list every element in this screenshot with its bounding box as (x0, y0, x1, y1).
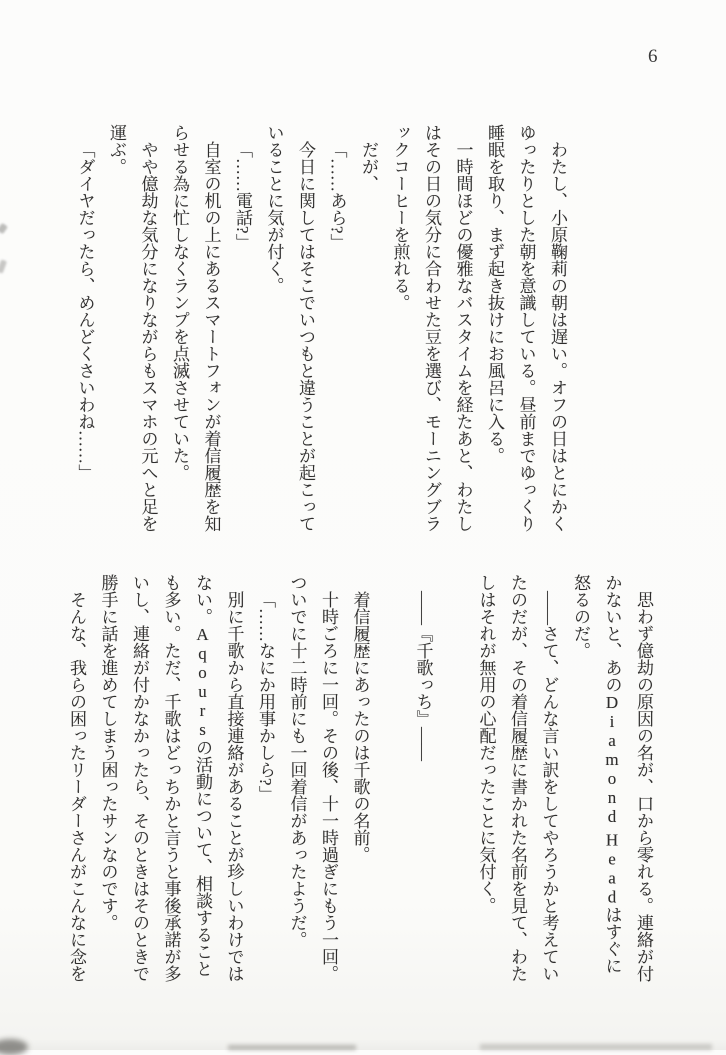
scan-artifact-bottom-blob (0, 1039, 28, 1055)
narration-paragraph: 着信履歴にあったのは千歌の名前。 (350, 591, 370, 863)
upper-text-block (69, 124, 573, 534)
dialogue-line: 「ダイヤだったら、めんどくさいわね……」 (75, 141, 95, 481)
narration-paragraph: 自室の机の上にあるスマートフォンが着信履歴を知らせる為に忙しなくランプを点滅させていた。 (170, 124, 221, 532)
page-number: 6 (648, 46, 659, 67)
narration-paragraph: わたし、小原鞠莉の朝は遅い。オフの日はとにかくゆったりとした朝を意識している。昼前までゆっくり睡眠を取り、まず起き抜けにお風呂に入る。 (485, 124, 567, 532)
dialogue-line: 「……電話?」 (233, 141, 252, 251)
dialogue-line: 「……あら?」 (327, 141, 347, 251)
narration-paragraph: 一時間ほどの優雅なバスタイムを経たあと、わたしはその日の気分に合わせた豆を選び、モーニングブラックコーヒーを煎れる。 (390, 124, 473, 532)
upright-latin-text: Aqours (193, 625, 212, 739)
narration-paragraph: 別に千歌から直接連絡があることが珍しいわけではない。Aqoursの活動について、相談することも多い。ただ、千歌はどっちかと言うと事後承諾が多いし、連絡が付かなかったら、そのときはそのときで勝手に話を進めてしまう困ったサンなのです。 (98, 574, 244, 982)
scan-artifact-left-mark (0, 223, 8, 234)
narration-paragraph: 思わず億劫の原因の名が、口から零れる。連絡が付かないと、あのDiamond Headはすぐに怒るのだ。 (571, 574, 653, 982)
narration-paragraph: やや億劫な気分になりながらもスマホの元へと足を運ぶ。 (107, 124, 158, 532)
scan-artifact-bottom-streak (480, 1044, 712, 1050)
dialogue-line: 「……なにか用事かしら?」 (256, 591, 275, 803)
upright-latin-text: Head (602, 830, 622, 907)
lower-text-block (61, 574, 660, 986)
narration-paragraph: ――さて、どんな言い訳をしてやろうかと考えていたのだが、その着信履歴に書かれた名前を見て、わたしはそれが無用の心配だったことに気付く。 (476, 574, 559, 982)
upright-latin-text: Diamond (602, 693, 622, 826)
narration-paragraph: 今日に関してはそこでいつもと違うことが起こっていることに気が付く。 (264, 124, 315, 532)
narration-paragraph: そんな、我らの困ったリーダーさんがこんなに念を (67, 591, 86, 982)
narration-paragraph: 十時ごろに一回。その後、十一時過ぎにもう一回。ついでに十二時前にも一回着信があったようだ。 (287, 574, 338, 982)
scan-artifact-left-mark (0, 259, 7, 273)
scan-artifact-bottom-streak (228, 1045, 356, 1050)
phone-caller-name-line: ――『千歌っち』―― (413, 591, 433, 761)
narration-paragraph: だが、 (359, 141, 378, 192)
